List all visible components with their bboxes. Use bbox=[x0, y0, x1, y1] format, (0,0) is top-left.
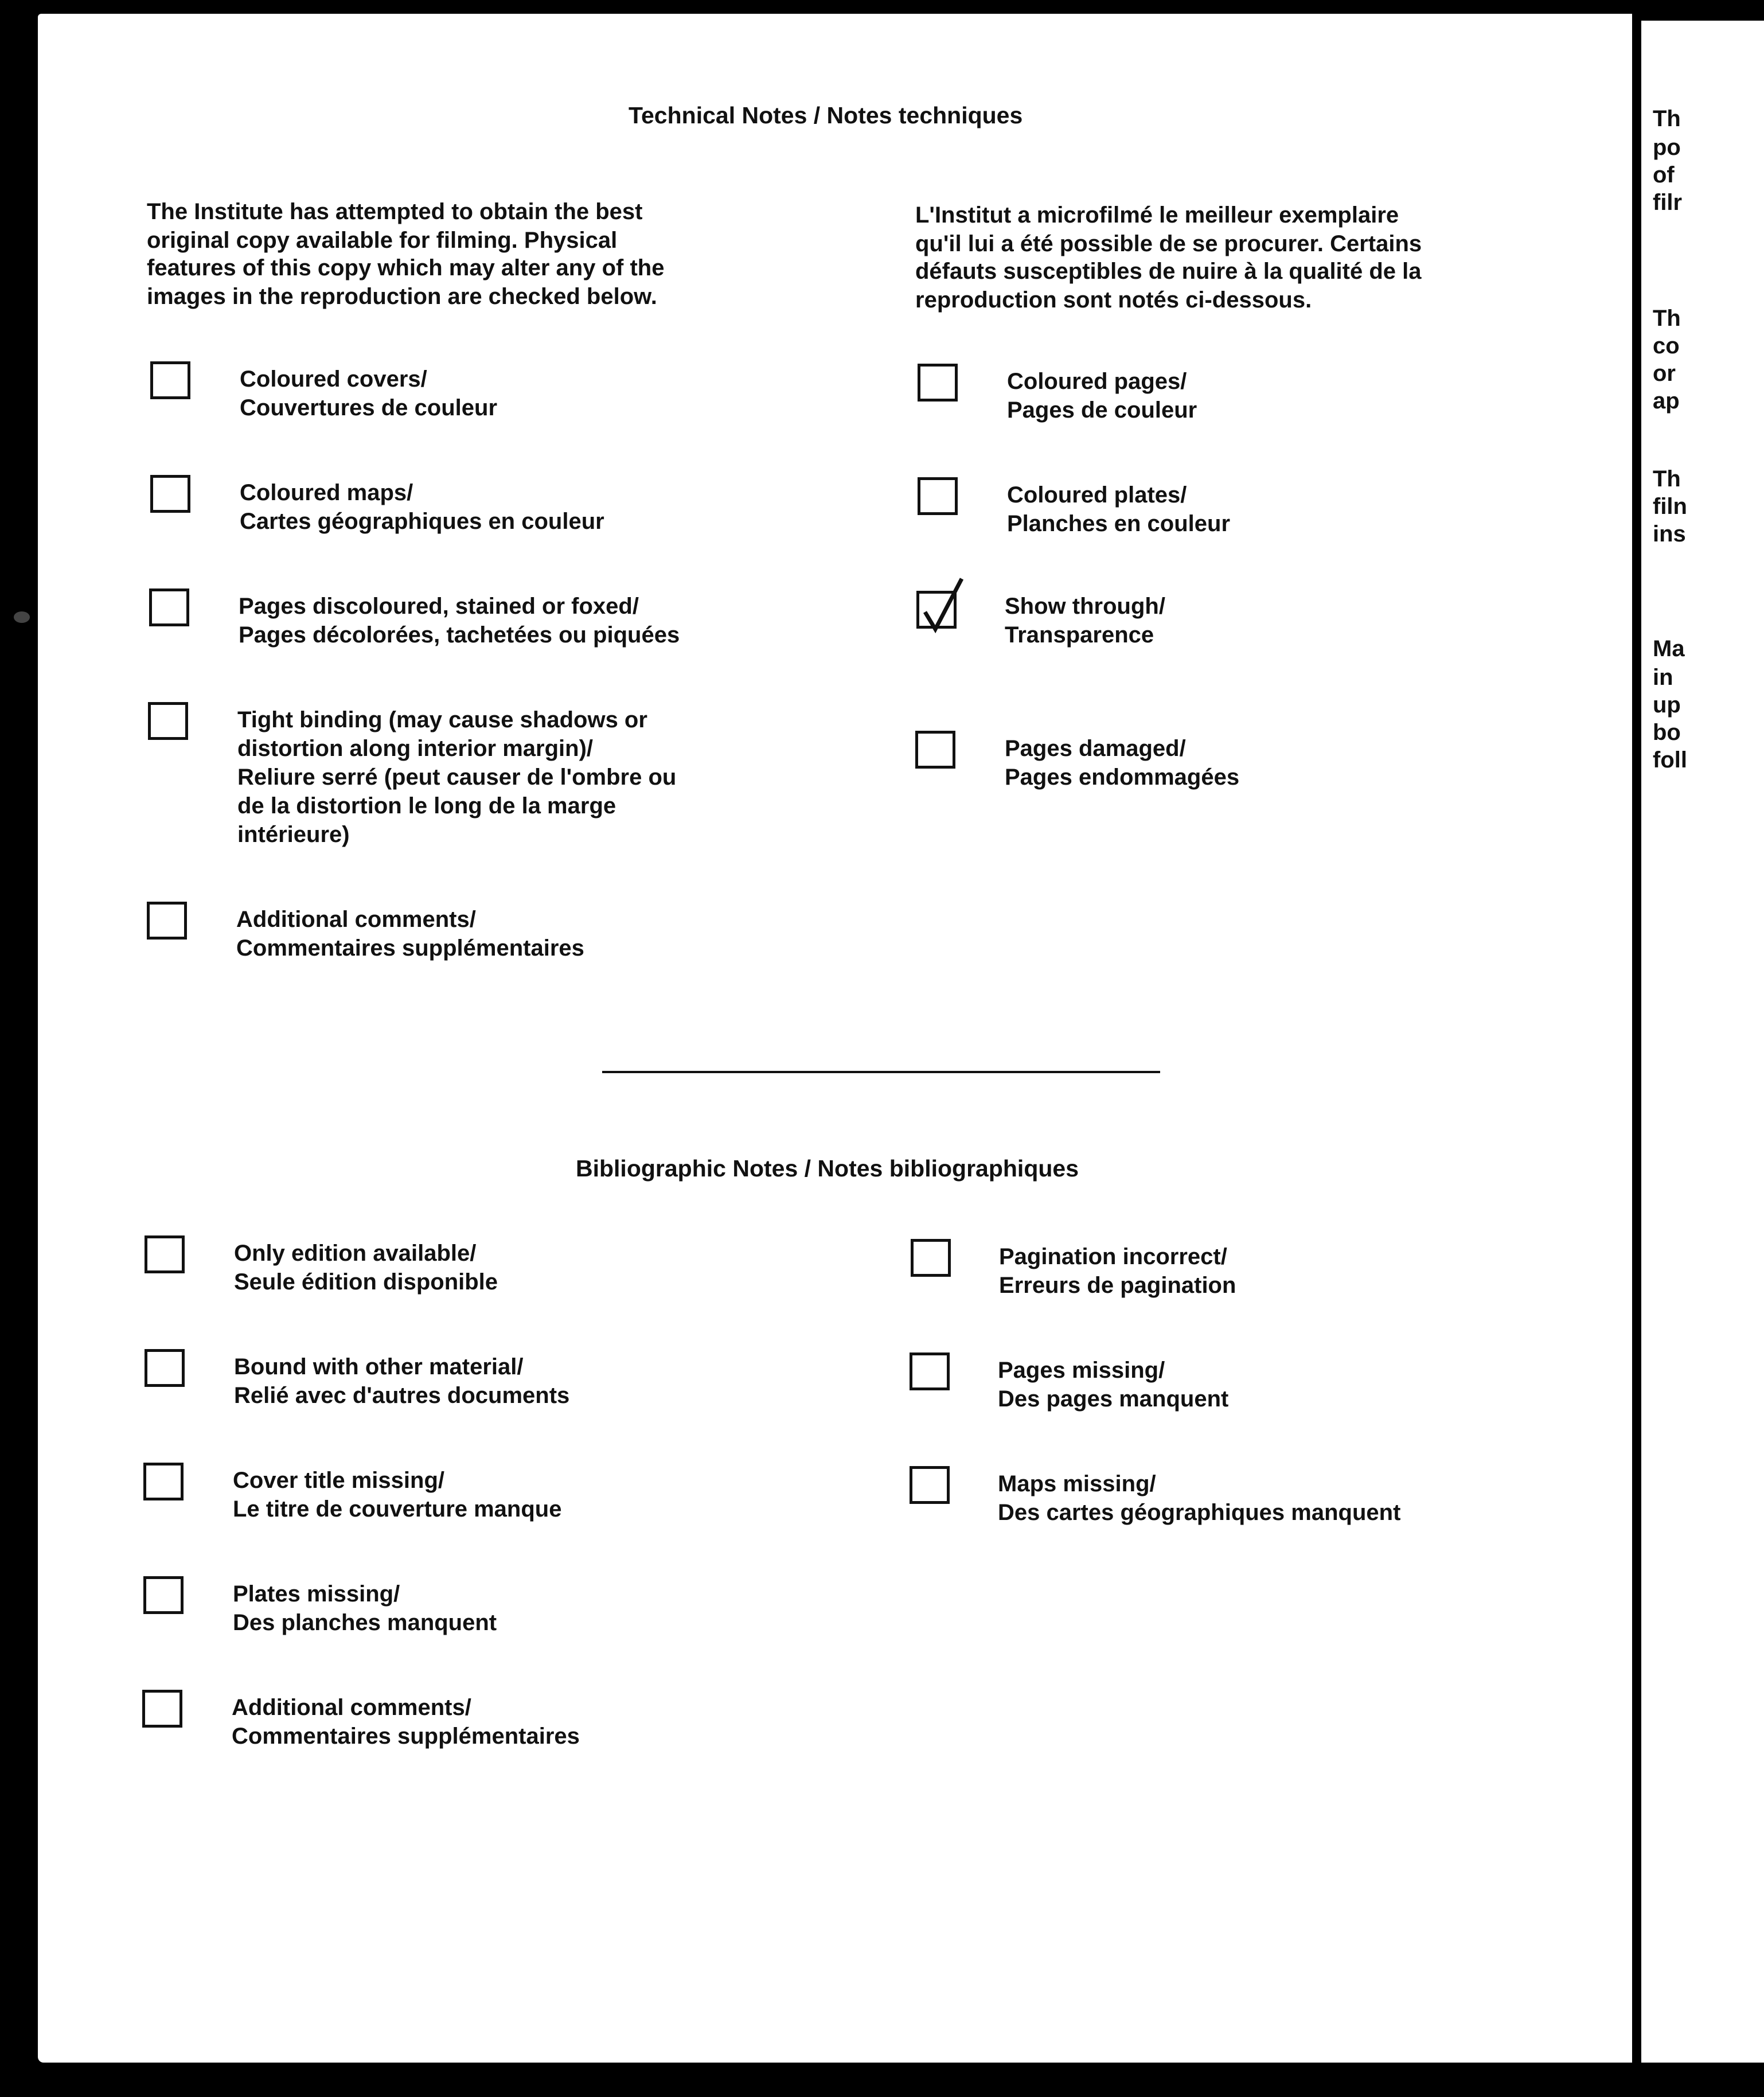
checkbox-bound-with[interactable] bbox=[145, 1349, 185, 1387]
intro-en-line: features of this copy which may alter any of the bbox=[147, 255, 665, 280]
item-label: Pages de couleur bbox=[1007, 397, 1197, 423]
checkbox-additional-comments-bib[interactable] bbox=[142, 1690, 182, 1728]
fragment-text: filr bbox=[1653, 190, 1683, 215]
technical-notes-title: Technical Notes / Notes techniques bbox=[629, 102, 1023, 128]
checkbox-only-edition[interactable] bbox=[145, 1235, 185, 1273]
checkbox-show-through[interactable] bbox=[916, 591, 957, 629]
checkbox-coloured-maps[interactable] bbox=[150, 475, 190, 513]
checkbox-plates-missing[interactable] bbox=[143, 1576, 184, 1614]
item-label: Planches en couleur bbox=[1007, 511, 1231, 536]
checkbox-pages-missing[interactable] bbox=[910, 1352, 950, 1390]
item-label: Pagination incorrect/ bbox=[999, 1244, 1227, 1269]
checkbox-pages-discoloured[interactable] bbox=[149, 588, 189, 626]
item-label: Relié avec d'autres documents bbox=[234, 1383, 570, 1408]
item-label: Additional comments/ bbox=[236, 907, 476, 932]
fragment-text: or bbox=[1653, 361, 1676, 386]
item-label: Maps missing/ bbox=[998, 1471, 1156, 1496]
item-label: Additional comments/ bbox=[232, 1695, 471, 1720]
fragment-text: co bbox=[1653, 333, 1680, 358]
item-label: intérieure) bbox=[237, 822, 350, 847]
checkbox-pagination-incorrect[interactable] bbox=[911, 1239, 951, 1277]
item-label: Tight binding (may cause shadows or bbox=[237, 707, 647, 732]
item-label: Pages missing/ bbox=[998, 1358, 1165, 1383]
adjacent-page-strip bbox=[1641, 21, 1764, 2063]
fragment-text: in bbox=[1653, 665, 1673, 690]
intro-fr-line: qu'il lui a été possible de se procurer. Certains bbox=[915, 231, 1422, 256]
scan-speck bbox=[14, 611, 30, 623]
item-label: distortion along interior margin)/ bbox=[237, 736, 593, 761]
checkbox-coloured-covers[interactable] bbox=[150, 361, 190, 399]
intro-fr-line: reproduction sont notés ci-dessous. bbox=[915, 287, 1312, 313]
fragment-text: Th bbox=[1653, 306, 1681, 331]
fragment-text: up bbox=[1653, 692, 1681, 718]
item-label: Cartes géographiques en couleur bbox=[240, 509, 604, 534]
item-label: Couvertures de couleur bbox=[240, 395, 498, 420]
item-label: Le titre de couverture manque bbox=[233, 1496, 562, 1522]
item-label: Coloured plates/ bbox=[1007, 482, 1187, 508]
item-label: Bound with other material/ bbox=[234, 1354, 524, 1379]
item-label: Reliure serré (peut causer de l'ombre ou bbox=[237, 765, 677, 790]
fragment-text: Th bbox=[1653, 466, 1681, 492]
item-label: Coloured maps/ bbox=[240, 480, 413, 505]
item-label: Show through/ bbox=[1005, 594, 1165, 619]
fragment-text: Th bbox=[1653, 106, 1681, 131]
checkbox-cover-title-missing[interactable] bbox=[143, 1463, 184, 1500]
item-label: Pages discoloured, stained or foxed/ bbox=[239, 594, 639, 619]
item-label: Erreurs de pagination bbox=[999, 1273, 1236, 1298]
intro-fr-line: L'Institut a microfilmé le meilleur exemplaire bbox=[915, 202, 1399, 228]
item-label: Commentaires supplémentaires bbox=[236, 936, 584, 961]
checkbox-maps-missing[interactable] bbox=[910, 1466, 950, 1504]
fragment-text: ins bbox=[1653, 521, 1686, 547]
section-divider bbox=[602, 1071, 1160, 1073]
bibliographic-notes-title: Bibliographic Notes / Notes bibliographiques bbox=[576, 1155, 1079, 1182]
item-label: Coloured covers/ bbox=[240, 367, 427, 392]
item-label: Only edition available/ bbox=[234, 1241, 477, 1266]
fragment-text: bo bbox=[1653, 720, 1681, 745]
item-label: Coloured pages/ bbox=[1007, 369, 1187, 394]
checkbox-coloured-pages[interactable] bbox=[918, 364, 958, 402]
checkbox-additional-comments[interactable] bbox=[147, 902, 187, 940]
intro-en-line: The Institute has attempted to obtain the best bbox=[147, 199, 643, 224]
checkbox-tight-binding[interactable] bbox=[148, 702, 188, 740]
item-label: Seule édition disponible bbox=[234, 1269, 498, 1295]
item-label: Transparence bbox=[1005, 622, 1154, 648]
item-label: Des pages manquent bbox=[998, 1386, 1229, 1412]
item-label: Pages endommagées bbox=[1005, 765, 1240, 790]
fragment-text: Ma bbox=[1653, 636, 1685, 661]
checkmark-icon bbox=[917, 576, 969, 634]
fragment-text: of bbox=[1653, 162, 1675, 188]
intro-en-line: images in the reproduction are checked below. bbox=[147, 284, 657, 309]
item-label: Cover title missing/ bbox=[233, 1468, 444, 1493]
intro-fr-line: défauts susceptibles de nuire à la qualité de la bbox=[915, 259, 1422, 284]
item-label: Commentaires supplémentaires bbox=[232, 1724, 580, 1749]
intro-en-line: original copy available for filming. Physical bbox=[147, 228, 618, 253]
fragment-text: filn bbox=[1653, 494, 1687, 519]
item-label: Plates missing/ bbox=[233, 1581, 400, 1607]
item-label: de la distortion le long de la marge bbox=[237, 793, 616, 818]
item-label: Pages décolorées, tachetées ou piquées bbox=[239, 622, 680, 648]
fragment-text: foll bbox=[1653, 747, 1687, 773]
notes-page bbox=[38, 14, 1632, 2063]
checkbox-pages-damaged[interactable] bbox=[915, 731, 955, 769]
checkbox-coloured-plates[interactable] bbox=[918, 477, 958, 515]
fragment-text: po bbox=[1653, 135, 1681, 160]
item-label: Des planches manquent bbox=[233, 1610, 497, 1635]
fragment-text: ap bbox=[1653, 388, 1680, 414]
item-label: Pages damaged/ bbox=[1005, 736, 1186, 761]
item-label: Des cartes géographiques manquent bbox=[998, 1500, 1401, 1525]
